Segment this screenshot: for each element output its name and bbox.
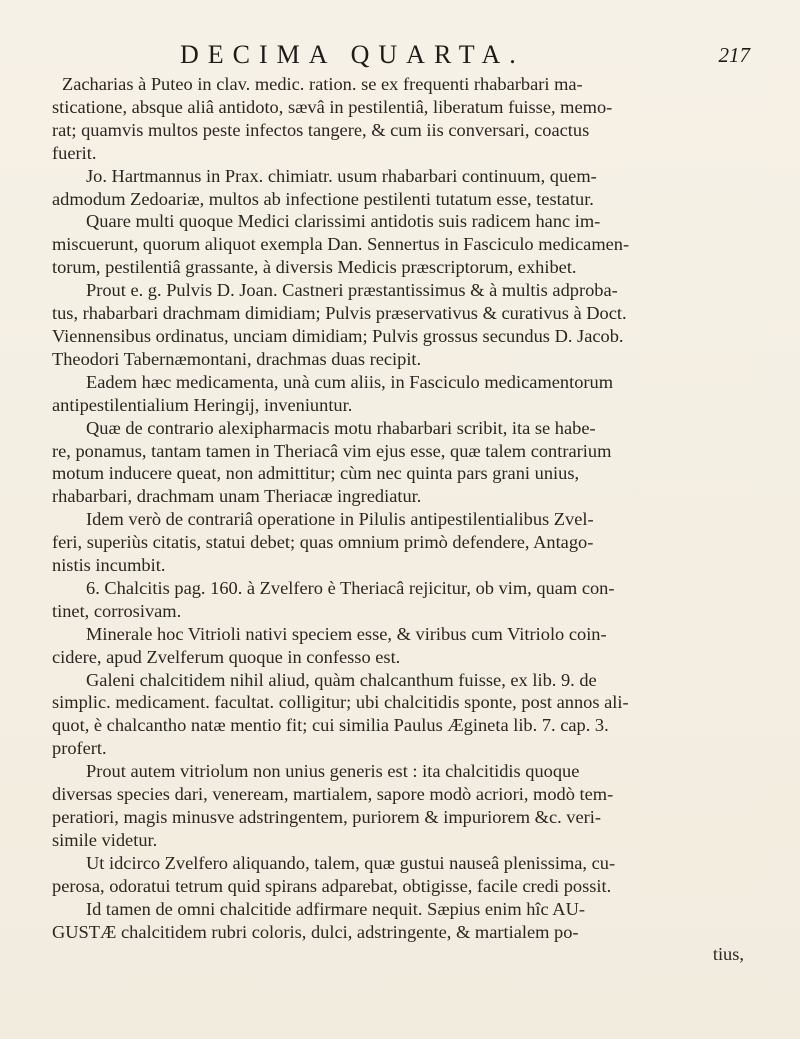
running-head: DECIMA QUARTA. [180,40,525,69]
text-line: sticatione, absque aliâ antidoto, sævâ in pestilentiâ, liberatum fuisse, memo- [52,96,613,117]
text-line: GUSTÆ chalcitidem rubri coloris, dulci, adstringente, & martialem po- [52,921,579,942]
text-line: Id tamen de omni chalcitide adfirmare nequit. Sæpius enim hîc AU- [86,898,585,919]
text-line: fuerit. [52,142,97,163]
text-line: Ut idcirco Zvelfero aliquando, talem, quæ gustui nauseâ plenissima, cu- [86,852,616,873]
text-line: 6. Chalcitis pag. 160. à Zvelfero è Theriacâ rejicitur, ob vim, quam con- [86,577,615,598]
text-line: Eadem hæc medicamenta, unà cum aliis, in Fasciculo medicamentorum [86,371,614,392]
text-line: Quæ de contrario alexipharmacis motu rhabarbari scribit, ita se habe- [86,417,596,438]
text-line: Theodori Tabernæmontani, drachmas duas recipit. [52,348,422,369]
body-text [52,73,774,966]
text-line: diversas species dari, veneream, martialem, sapore modò acriori, modò tem- [52,784,614,805]
text-line: profert. [52,738,107,759]
text-line: feri, superiùs citatis, statui debet; quas omnium primò defendere, Antago- [52,532,594,553]
text-line: motum inducere queat, non admittitur; cùm nec quinta pars grani unius, [52,463,580,484]
text-line: Quare multi quoque Medici clarissimi antidotis suis radicem hanc im- [86,211,601,232]
text-line: rhabarbari, drachmam unam Theriacæ ingrediatur. [52,486,422,507]
text-line: rat; quamvis multos peste infectos tangere, & cum iis conversari, coactus [52,119,590,140]
text-line: Galeni chalcitidem nihil aliud, quàm chalcanthum fuisse, ex lib. 9. de [86,669,597,690]
text-line: Zacharias à Puteo in clav. medic. ration. se ex frequenti rhabarbari ma- [62,74,583,94]
text-line: Minerale hoc Vitrioli nativi speciem esse, & viribus cum Vitriolo coin- [86,623,607,644]
text-line: miscuerunt, quorum aliquot exempla Dan. Sennertus in Fasciculo medicamen- [52,234,630,255]
text-line: torum, pestilentiâ grassante, à diversis Medicis præscriptorum, exhibet. [52,257,577,278]
page-number: 217 [718,43,750,67]
text-line: cidere, apud Zvelferum quoque in confesso est. [52,646,401,667]
text-line: re, ponamus, tantam tamen in Theriacâ vim ejus esse, quæ talem contrarium [52,440,612,461]
page-header [180,40,750,70]
text-line: tinet, corrosivam. [52,600,182,621]
text-line: antipestilentialium Heringij, inveniuntur. [52,394,353,415]
text-line: peratiori, magis minusve adstringentem, puriorem & impuriorem &c. veri- [52,807,602,827]
text-line: Prout autem vitriolum non unius generis est : ita chalcitidis quoque [86,761,580,782]
text-line: perosa, odoratui tetrum quid spirans adparebat, obtigisse, facile credi possit. [52,875,612,896]
text-line: tius, [712,944,744,965]
text-line: admodum Zedoariæ, multos ab infectione pestilenti tutatum esse, testatur. [52,188,594,209]
text-line: Idem verò de contrariâ operatione in Pilulis antipestilentialibus Zvel- [86,509,594,530]
text-line: Jo. Hartmannus in Prax. chimiatr. usum rhabarbari continuum, quem- [86,165,597,186]
text-line: simplic. medicament. facultat. colligitur; ubi chalcitidis sponte, post annos ali- [52,692,629,713]
text-line: Prout e. g. Pulvis D. Joan. Castneri præstantissimus & à multis adproba- [86,280,618,301]
text-line: simile videtur. [52,829,158,850]
text-line: tus, rhabarbari drachmam dimidiam; Pulvis præservativus & curativus à Doct. [52,303,627,324]
text-line: nistis incumbit. [52,555,166,576]
text-line: quot, è chalcantho natæ mentio fit; cui similia Paulus Ægineta lib. 7. cap. 3. [52,715,609,736]
text-line: Viennensibus ordinatus, unciam dimidiam; Pulvis grossus secundus D. Jacob. [52,325,624,346]
